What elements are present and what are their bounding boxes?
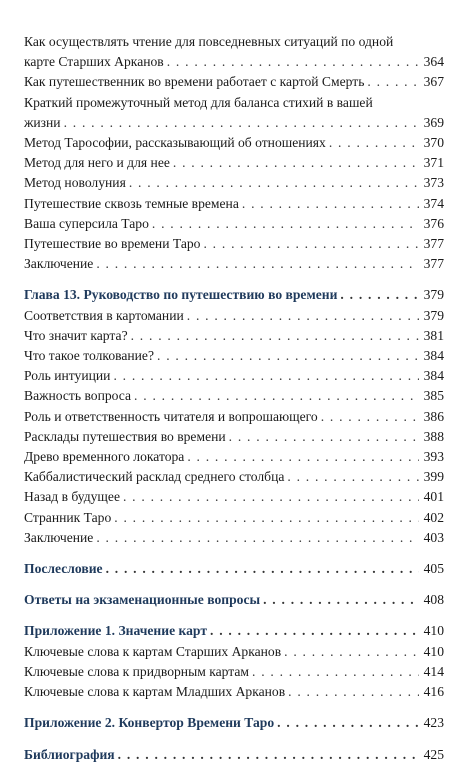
toc-title: Назад в будущее	[24, 489, 120, 505]
page-number: 401	[423, 489, 444, 505]
dot-leader	[96, 254, 419, 274]
dot-leader	[263, 590, 419, 610]
dot-leader	[329, 133, 419, 153]
dot-leader	[367, 72, 419, 92]
toc-title: Заключение	[24, 256, 94, 272]
page-number: 399	[423, 469, 444, 485]
dot-leader	[287, 467, 419, 487]
toc-entry[interactable]	[24, 366, 444, 386]
toc-chapter[interactable]	[24, 590, 444, 610]
dot-leader	[187, 306, 419, 326]
dot-leader	[284, 642, 419, 662]
toc-chapter[interactable]	[24, 285, 444, 305]
page-number: 367	[423, 74, 444, 90]
toc-title: Каббалистический расклад среднего столбца	[24, 469, 285, 485]
page-number: 373	[423, 175, 444, 191]
dot-leader	[113, 366, 419, 386]
toc-title: Важность вопроса	[24, 388, 132, 404]
dot-leader	[157, 346, 419, 366]
dot-leader	[252, 662, 419, 682]
toc-entry[interactable]	[24, 386, 444, 406]
dot-leader	[203, 234, 419, 254]
toc-title: карте Старших Арканов	[24, 54, 164, 70]
page-number: 376	[423, 215, 444, 231]
page-number: 377	[423, 236, 444, 252]
toc-entry[interactable]	[24, 72, 444, 92]
page-number: 381	[423, 327, 444, 343]
toc-entry[interactable]	[24, 32, 444, 72]
toc-entry[interactable]	[24, 93, 444, 133]
toc-title: Приложение 1. Значение карт	[24, 623, 207, 639]
toc-title: Роль и ответственность читателя и вопрошающего	[24, 408, 318, 424]
toc-title: Путешествие во времени Таро	[24, 236, 201, 252]
dot-leader	[288, 682, 419, 702]
toc-title: Глава 13. Руководство по путешествию во времени	[24, 287, 338, 303]
dot-leader	[340, 285, 419, 305]
toc-title: Ключевые слова к придворным картам	[24, 663, 250, 679]
toc-entry[interactable]	[24, 642, 444, 662]
section-gap	[24, 274, 444, 285]
toc-entry[interactable]	[24, 346, 444, 366]
toc-entry[interactable]	[24, 427, 444, 447]
page-number: 393	[423, 449, 444, 465]
toc-chapter[interactable]	[24, 713, 444, 733]
dot-leader	[173, 153, 419, 173]
section-gap	[24, 579, 444, 590]
toc-title: Соответствия в картомании	[24, 307, 184, 323]
toc-title: Расклады путешествия во времени	[24, 428, 226, 444]
toc-title: Что такое толкование?	[24, 348, 155, 364]
toc-entry[interactable]	[24, 407, 444, 427]
toc-entry[interactable]	[24, 153, 444, 173]
dot-leader	[277, 713, 419, 733]
page-number: 384	[423, 368, 444, 384]
dot-leader	[123, 487, 419, 507]
page-number: 371	[423, 155, 444, 171]
toc-title: Метод для него и для нее	[24, 155, 170, 171]
toc-title: Что значит карта?	[24, 327, 128, 343]
page-number: 405	[423, 561, 444, 577]
page-number: 379	[423, 287, 444, 303]
page-number: 388	[423, 428, 444, 444]
section-gap	[24, 734, 444, 745]
toc-title: Путешествие сквозь темные времена	[24, 195, 239, 211]
dot-leader	[96, 528, 419, 548]
page-number: 423	[423, 715, 444, 731]
toc-entry[interactable]	[24, 447, 444, 467]
page-number: 374	[423, 195, 444, 211]
dot-leader	[210, 621, 419, 641]
toc-entry[interactable]	[24, 254, 444, 274]
page-number: 386	[423, 408, 444, 424]
dot-leader	[167, 52, 419, 72]
page-number: 402	[423, 509, 444, 525]
toc-title: Метод Тарософии, рассказывающий об отношениях	[24, 135, 326, 151]
dot-leader	[106, 559, 419, 579]
dot-leader	[242, 194, 419, 214]
page-number: 410	[423, 643, 444, 659]
page-number: 369	[423, 114, 444, 130]
dot-leader	[187, 447, 419, 467]
dot-leader	[152, 214, 419, 234]
toc-entry[interactable]	[24, 326, 444, 346]
toc-entry[interactable]	[24, 133, 444, 153]
toc-title: Библиография	[24, 746, 115, 762]
table-of-contents	[24, 32, 444, 765]
toc-entry[interactable]	[24, 662, 444, 682]
page-number: 425	[423, 746, 444, 762]
toc-entry[interactable]	[24, 234, 444, 254]
toc-title: Роль интуиции	[24, 368, 111, 384]
page-number: 410	[423, 623, 444, 639]
dot-leader	[229, 427, 419, 447]
toc-title-line: Краткий промежуточный метод для баланса стихий в вашей	[24, 94, 373, 110]
page-number: 384	[423, 348, 444, 364]
toc-title: Странник Таро	[24, 509, 112, 525]
toc-title: Как путешественник во времени работает с картой Смерть	[24, 74, 365, 90]
dot-leader	[114, 508, 419, 528]
toc-title: Ключевые слова к картам Младших Арканов	[24, 684, 286, 700]
dot-leader	[129, 173, 419, 193]
toc-title: Приложение 2. Конвертор Времени Таро	[24, 715, 275, 731]
toc-title: Метод новолуния	[24, 175, 126, 191]
toc-entry[interactable]	[24, 508, 444, 528]
toc-entry[interactable]	[24, 682, 444, 702]
toc-title: Заключение	[24, 529, 94, 545]
toc-title-line: Как осуществлять чтение для повседневных ситуаций по одной	[24, 34, 394, 49]
toc-entry[interactable]	[24, 467, 444, 487]
section-gap	[24, 548, 444, 559]
page-number: 416	[423, 684, 444, 700]
page-number: 414	[423, 663, 444, 679]
page-number: 385	[423, 388, 444, 404]
page-number: 379	[423, 307, 444, 323]
dot-leader	[64, 113, 419, 133]
toc-chapter[interactable]	[24, 559, 444, 579]
toc-entry[interactable]	[24, 214, 444, 234]
toc-entry[interactable]	[24, 487, 444, 507]
dot-leader	[321, 407, 419, 427]
toc-title: Древо временного локатора	[24, 449, 185, 465]
toc-title: Ваша суперсила Таро	[24, 215, 149, 231]
dot-leader	[118, 745, 419, 765]
toc-title: Ответы на экзаменационные вопросы	[24, 592, 261, 608]
section-gap	[24, 610, 444, 621]
page-number: 364	[423, 54, 444, 70]
page-number: 408	[423, 592, 444, 608]
toc-title: Ключевые слова к картам Старших Арканов	[24, 643, 282, 659]
toc-entry[interactable]	[24, 194, 444, 214]
toc-chapter[interactable]	[24, 621, 444, 641]
page-number: 370	[423, 135, 444, 151]
toc-chapter[interactable]	[24, 745, 444, 765]
toc-entry[interactable]	[24, 173, 444, 193]
page-number: 403	[423, 529, 444, 545]
toc-title: Послесловие	[24, 561, 103, 577]
dot-leader	[131, 326, 419, 346]
toc-title: жизни	[24, 114, 61, 130]
toc-entry[interactable]	[24, 528, 444, 548]
toc-entry[interactable]	[24, 306, 444, 326]
dot-leader	[134, 386, 419, 406]
page-number: 377	[423, 256, 444, 272]
